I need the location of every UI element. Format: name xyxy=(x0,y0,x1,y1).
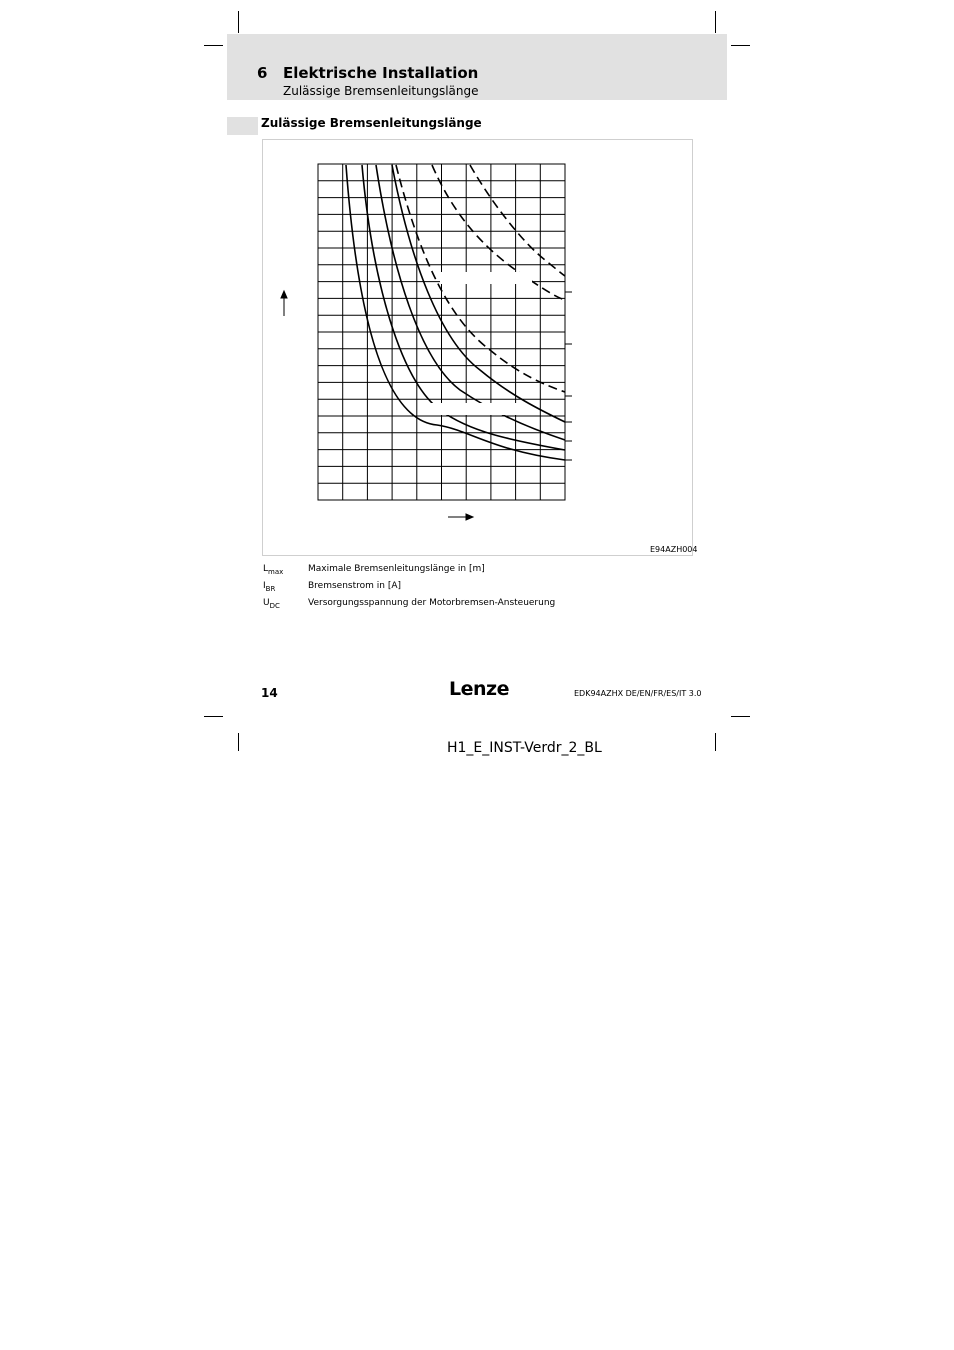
chapter-number: 6 xyxy=(257,64,268,82)
legend-text: Maximale Bremsenleitungslänge in [m] xyxy=(308,564,485,574)
chapter-title: Elektrische Installation xyxy=(283,64,479,82)
curve-4 xyxy=(392,165,565,422)
document-code: EDK94AZHX DE/EN/FR/ES/IT 3.0 xyxy=(574,689,702,698)
brand-logo: Lenze xyxy=(449,678,509,700)
label-gap-upper xyxy=(440,272,532,284)
legend-symbol: $U_{DC}$ xyxy=(263,598,280,610)
legend-symbol: $I_{BR}$ xyxy=(263,581,276,593)
y-axis-arrow xyxy=(281,291,287,316)
file-label: H1_E_INST-Verdr_2_BL xyxy=(447,740,602,756)
x-axis-arrow xyxy=(448,514,473,520)
legend-text: Versorgungsspannung der Motorbremsen-Ansteuerung xyxy=(308,598,556,608)
label-gap-lower xyxy=(420,403,520,415)
crop-mark-bottom-right-horizontal xyxy=(731,716,750,717)
crop-mark-bottom-right-vertical xyxy=(715,733,716,751)
figure-code: E94AZH004 xyxy=(650,545,698,554)
page-number: 14 xyxy=(261,686,278,700)
section-title: Zulässige Bremsenleitungslänge xyxy=(261,116,482,130)
legend-symbol: $L_{max}$ xyxy=(263,564,284,576)
chart-grid xyxy=(318,164,565,500)
curve-7-dashed xyxy=(470,165,565,276)
legend-text: Bremsenstrom in [A] xyxy=(308,581,402,591)
chapter-subtitle: Zulässige Bremsenleitungslänge xyxy=(283,84,479,98)
brake-cable-length-chart xyxy=(0,0,954,620)
curve-leader-lines xyxy=(565,292,572,460)
crop-mark-bottom-left-horizontal xyxy=(204,716,223,717)
crop-mark-bottom-left-vertical xyxy=(238,733,239,751)
